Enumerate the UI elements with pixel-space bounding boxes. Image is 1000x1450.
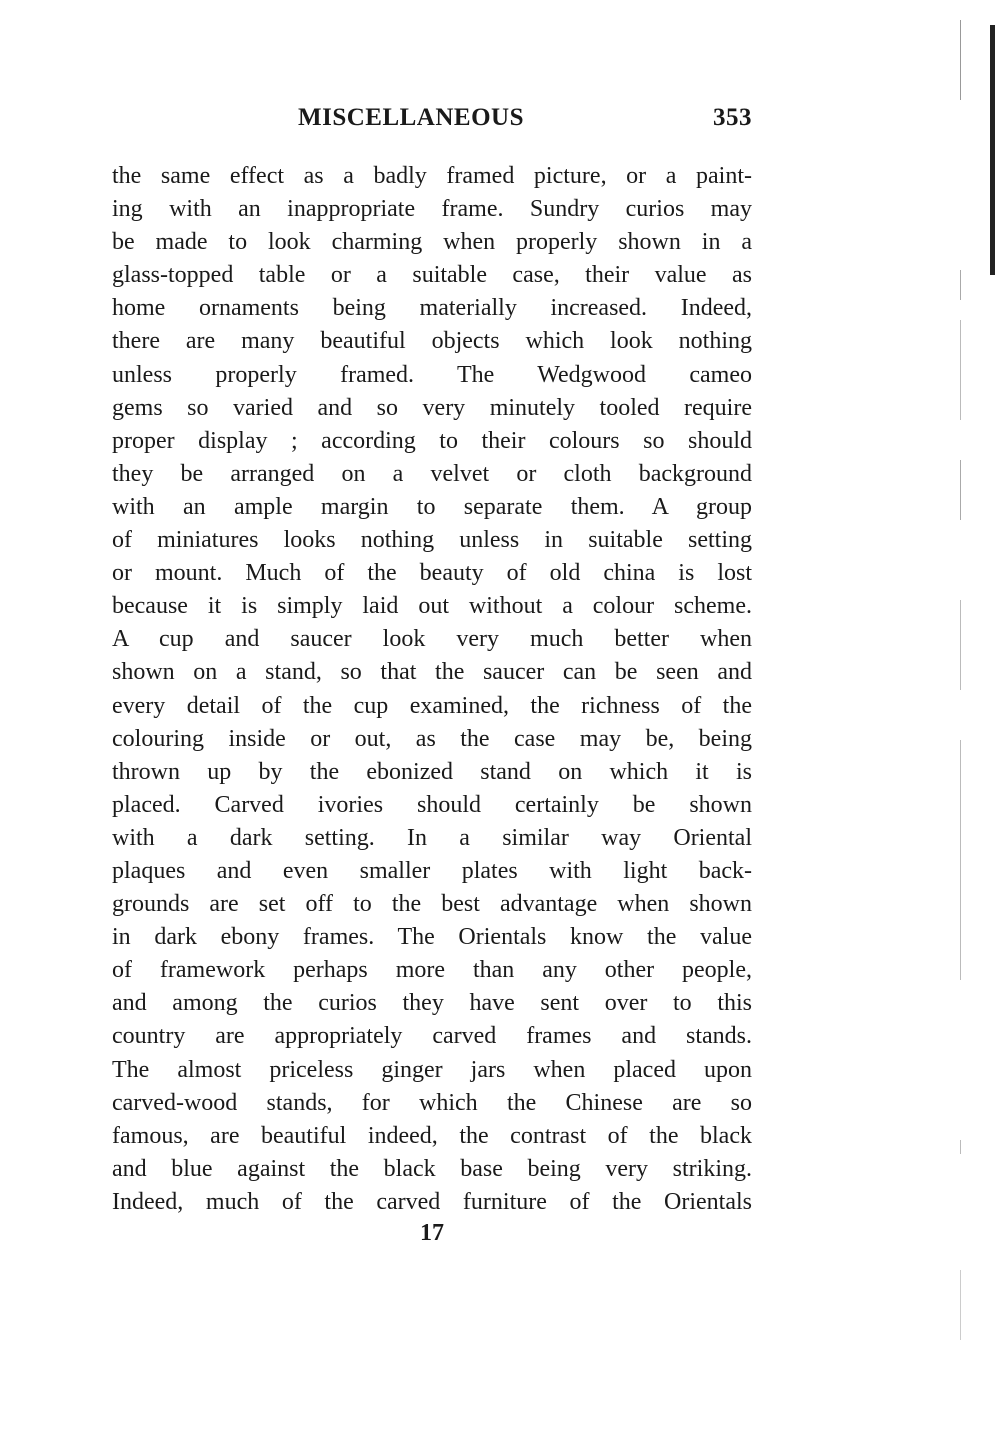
text-line: ing with an inappropriate frame. Sundry curios may — [112, 196, 752, 223]
text-line: famous, are beautiful indeed, the contrast of the black — [112, 1122, 752, 1149]
text-line: A cup and saucer look very much better when — [112, 626, 752, 653]
text-line: unless properly framed. The Wedgwood cameo — [112, 361, 752, 388]
text-line: there are many beautiful objects which look nothing — [112, 328, 752, 355]
text-line: proper display ; according to their colours so should — [112, 427, 752, 454]
text-line: country are appropriately carved frames and stands. — [112, 1023, 752, 1050]
text-line: thrown up by the ebonized stand on which it is — [112, 758, 752, 785]
text-line: glass-topped table or a suitable case, their value as — [112, 262, 752, 289]
text-line: with a dark setting. In a similar way Oriental — [112, 824, 752, 851]
text-line: grounds are set off to the best advantage when shown — [112, 891, 752, 918]
body-text — [112, 160, 752, 1219]
scan-edge-artifact — [950, 0, 1000, 1450]
text-line: the same effect as a badly framed picture, or a paint- — [112, 163, 752, 189]
text-line: plaques and even smaller plates with light back- — [112, 857, 752, 884]
text-line: in dark ebony frames. The Orientals know the value — [112, 924, 752, 951]
running-title: MISCELLANEOUS — [298, 104, 524, 131]
text-line: and among the curios they have sent over to this — [112, 990, 752, 1017]
text-line: or mount. Much of the beauty of old china is lost — [112, 560, 752, 587]
text-line: they be arranged on a velvet or cloth background — [112, 460, 752, 487]
text-line: of miniatures looks nothing unless in suitable setting — [112, 527, 752, 554]
text-line: with an ample margin to separate them. A group — [112, 493, 752, 520]
signature-mark: 17 — [420, 1220, 444, 1246]
page-number: 353 — [713, 104, 752, 131]
text-line: placed. Carved ivories should certainly be shown — [112, 791, 752, 818]
text-line: every detail of the cup examined, the richness of the — [112, 692, 752, 719]
text-line: because it is simply laid out without a colour scheme. — [112, 593, 752, 620]
text-line: and blue against the black base being very striking. — [112, 1155, 752, 1182]
running-head — [112, 104, 752, 140]
text-line: shown on a stand, so that the saucer can be seen and — [112, 659, 752, 686]
text-line: be made to look charming when properly shown in a — [112, 229, 752, 256]
text-line: The almost priceless ginger jars when placed upon — [112, 1056, 752, 1083]
text-line: carved-wood stands, for which the Chinese are so — [112, 1089, 752, 1116]
text-line: home ornaments being materially increased. Indeed, — [112, 295, 752, 322]
text-line: gems so varied and so very minutely tooled require — [112, 394, 752, 421]
text-line: colouring inside or out, as the case may be, being — [112, 725, 752, 752]
text-line: of framework perhaps more than any other people, — [112, 957, 752, 984]
text-line: Indeed, much of the carved furniture of the Orientals — [112, 1188, 752, 1215]
